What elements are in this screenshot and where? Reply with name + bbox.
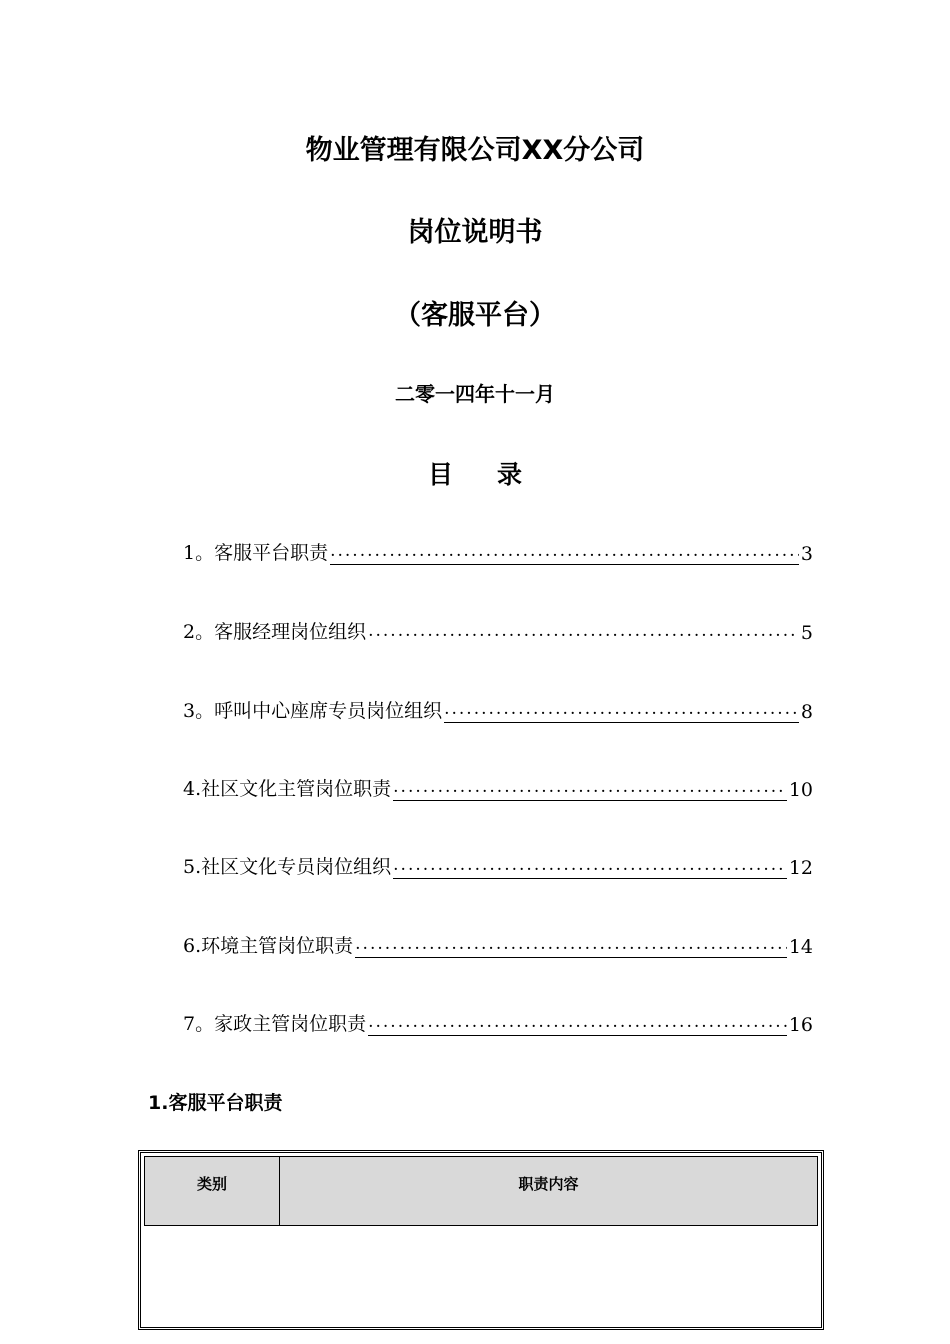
toc-entry-label: 4.社区文化主管岗位职责: [183, 778, 392, 800]
company-title: 物业管理有限公司XX分公司: [305, 135, 645, 166]
toc-leader-dots: [393, 856, 787, 879]
toc-entry-label: 1。客服平台职责: [183, 542, 329, 564]
toc-entry-label: 3。呼叫中心座席专员岗位组织: [183, 700, 443, 722]
toc-entry[interactable]: [183, 851, 813, 879]
toc-heading-left: 目: [427, 460, 453, 489]
document-subtitle: （客服平台）: [394, 300, 556, 331]
toc-entry-page: 16: [788, 1014, 813, 1036]
document-title: 岗位说明书: [407, 217, 543, 248]
toc-entry-page: 5: [800, 622, 813, 644]
toc-entry[interactable]: [183, 930, 813, 958]
toc-entry-page: 3: [800, 543, 813, 565]
table-header-row: [144, 1156, 818, 1226]
table-header-content: 职责内容: [518, 1175, 579, 1193]
toc-leader-dots: [330, 542, 799, 565]
toc-entry-label: 5.社区文化专员岗位组织: [183, 856, 392, 878]
toc-leader-dots: [368, 1013, 787, 1036]
toc-entry-label: 6.环境主管岗位职责: [183, 935, 354, 957]
toc-entry-label: 7。家政主管岗位职责: [183, 1013, 367, 1035]
toc-heading: [0, 455, 950, 491]
toc-leader-dots: [444, 700, 799, 723]
toc-entry[interactable]: [183, 695, 813, 723]
toc-entry-page: 8: [800, 701, 813, 723]
toc-entry-page: 14: [788, 936, 813, 958]
toc-entry[interactable]: [183, 773, 813, 801]
toc-entry[interactable]: [183, 537, 813, 565]
toc-entry-label: 2。客服经理岗位组织: [183, 621, 367, 643]
toc-leader-dots: [368, 622, 799, 644]
toc-entry[interactable]: [183, 616, 813, 644]
toc-entry[interactable]: [183, 1008, 813, 1036]
toc-leader-dots: [355, 935, 787, 958]
duty-table: [138, 1150, 824, 1330]
section-heading: 1.客服平台职责: [148, 1092, 283, 1114]
toc-leader-dots: [393, 778, 787, 801]
toc-entry-page: 12: [788, 857, 813, 879]
toc-heading-right: 录: [497, 460, 523, 489]
document-date: 二零一四年十一月: [395, 382, 555, 406]
table-header-category: 类别: [145, 1157, 280, 1225]
toc-entry-page: 10: [788, 779, 813, 801]
